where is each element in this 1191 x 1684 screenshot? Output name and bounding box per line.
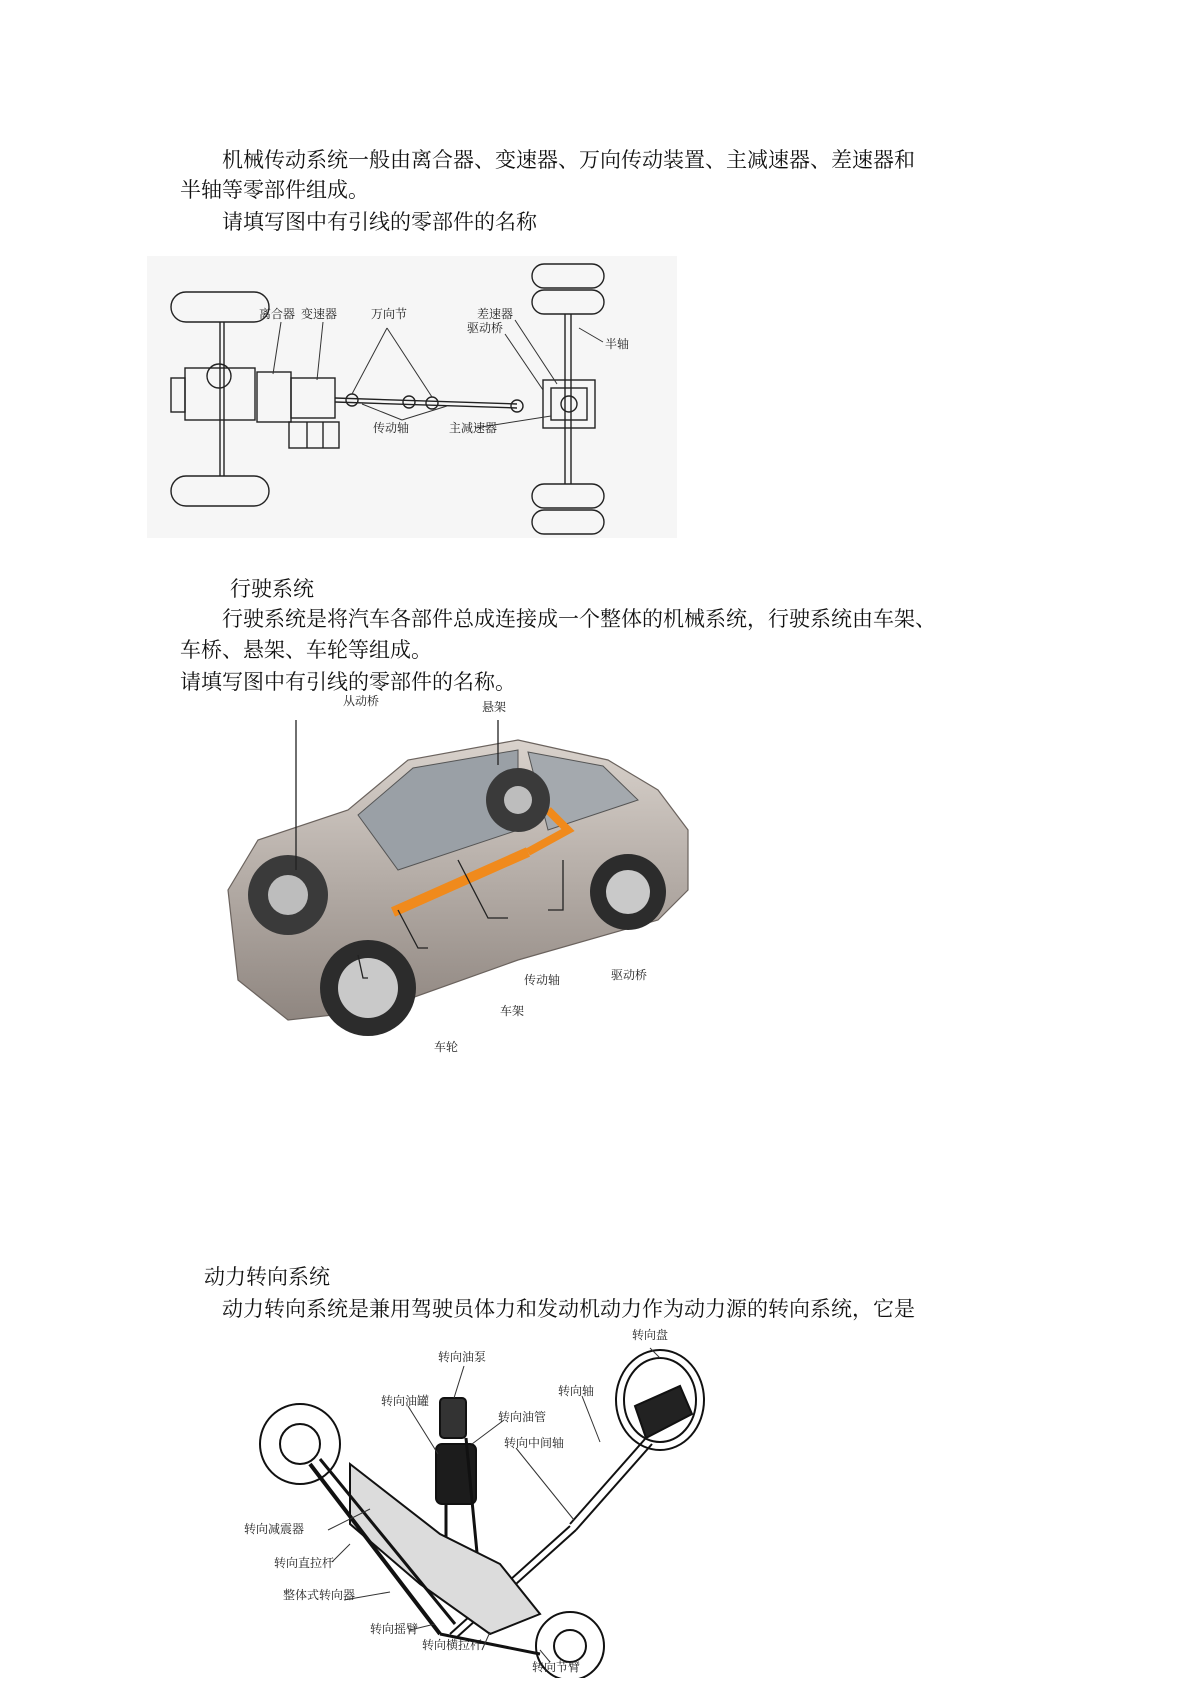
para1-line2: 半轴等零部件组成。 — [180, 178, 369, 202]
label-steering-damper: 转向减震器 — [244, 1522, 305, 1536]
section2-line2: 车桥、悬架、车轮等组成。 — [180, 638, 432, 662]
power-steering-illustration — [240, 1328, 720, 1678]
label-drive-shaft-2: 传动轴 — [524, 973, 561, 987]
label-knuckle-arm: 转向节臂 — [532, 1660, 581, 1674]
label-drive-axle: 驱动桥 — [467, 321, 504, 335]
label-differential: 差速器 — [477, 307, 514, 321]
label-steering-wheel: 转向盘 — [632, 1328, 669, 1342]
label-frame: 车架 — [500, 1004, 525, 1018]
label-final-drive: 主减速器 — [449, 421, 498, 435]
chassis-illustration — [218, 694, 700, 1070]
instruction1: 请填写图中有引线的零部件的名称 — [222, 210, 537, 234]
label-gearbox: 变速器 — [301, 307, 338, 321]
steering-system-drawing — [240, 1334, 720, 1678]
label-steering-intermediate-shaft: 转向中间轴 — [504, 1436, 565, 1450]
para1-line1: 机械传动系统一般由离合器、变速器、万向传动装置、主减速器、差速器和 — [222, 148, 915, 172]
label-drag-link: 转向直拉杆 — [274, 1556, 335, 1570]
label-wheel: 车轮 — [434, 1040, 459, 1054]
drivetrain-diagram — [147, 256, 677, 538]
section2-title: 行驶系统 — [230, 577, 314, 601]
label-integral-gear: 整体式转向器 — [283, 1588, 356, 1602]
label-driven-axle: 从动桥 — [343, 694, 380, 708]
car-cutaway — [218, 720, 700, 1070]
label-drive-axle-2: 驱动桥 — [611, 968, 648, 982]
label-clutch: 离合器 — [259, 307, 296, 321]
section3-line1: 动力转向系统是兼用驾驶员体力和发动机动力作为动力源的转向系统，它是 — [222, 1297, 915, 1321]
label-steering-pump: 转向油泵 — [438, 1350, 487, 1364]
label-ujoint: 万向节 — [371, 307, 408, 321]
label-half-shaft: 半轴 — [605, 337, 630, 351]
section2-instruction: 请填写图中有引线的零部件的名称。 — [180, 670, 516, 694]
label-drive-shaft: 传动轴 — [373, 421, 410, 435]
label-pitman-arm: 转向摇臂 — [370, 1622, 419, 1636]
label-tie-rod: 转向横拉杆 — [422, 1638, 483, 1652]
drivetrain-schematic — [147, 256, 677, 538]
section3-title: 动力转向系统 — [204, 1265, 330, 1289]
section2-line1: 行驶系统是将汽车各部件总成连接成一个整体的机械系统，行驶系统由车架、 — [222, 607, 936, 631]
label-steering-hose: 转向油管 — [498, 1410, 547, 1424]
label-suspension: 悬架 — [482, 700, 507, 714]
label-steering-reservoir: 转向油罐 — [381, 1394, 430, 1408]
label-steering-shaft: 转向轴 — [558, 1384, 595, 1398]
